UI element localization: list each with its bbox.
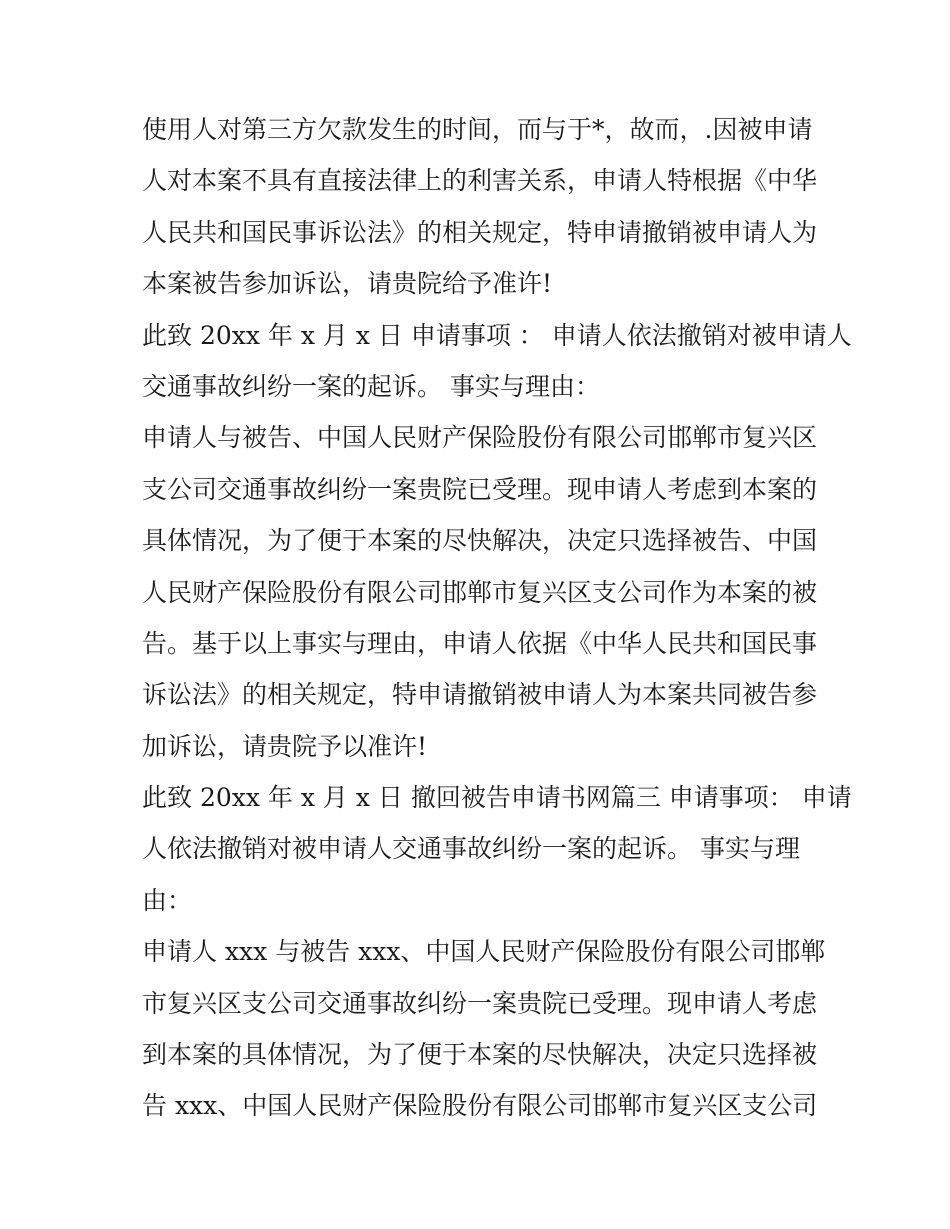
text-line: 具体情况，为了便于本案的尽快解决，决定只选择被告、中国 bbox=[142, 526, 818, 556]
text-line: 告 xxx、中国人民财产保险股份有限公司邯郸市复兴区支公司 bbox=[142, 1091, 818, 1121]
text-line: 使用人对第三方欠款发生的时间，而与于*，故而，.因被申请 bbox=[142, 115, 813, 144]
text-line: 人民财产保险股份有限公司邯郸市复兴区支公司作为本案的被 bbox=[142, 577, 818, 607]
text-line: 申请人与被告、中国人民财产保险股份有限公司邯郸市复兴区 bbox=[142, 423, 818, 453]
text-line: 加诉讼，请贵院予以准许! bbox=[142, 731, 428, 761]
text-line: 到本案的具体情况，为了便于本案的尽快解决，决定只选择被 bbox=[142, 1040, 818, 1070]
text-line: 此致 20xx 年 x 月 x 日 撤回被告申请书网篇三 申请事项： 申请 bbox=[142, 783, 852, 813]
text-line: 告。基于以上事实与理由，申请人依据《中华人民共和国民事 bbox=[142, 628, 818, 658]
text-line: 市复兴区支公司交通事故纠纷一案贵院已受理。现申请人考虑 bbox=[142, 988, 818, 1018]
text-line: 申请人 xxx 与被告 xxx、中国人民财产保险股份有限公司邯郸 bbox=[142, 937, 826, 967]
text-line: 支公司交通事故纠纷一案贵院已受理。现申请人考虑到本案的 bbox=[142, 474, 818, 504]
text-line: 诉讼法》的相关规定，特申请撤销被申请人为本案共同被告参 bbox=[142, 680, 818, 710]
text-line: 交通事故纠纷一案的起诉。 事实与理由： bbox=[142, 371, 600, 401]
document-body bbox=[142, 104, 852, 1132]
text-line: 人对本案不具有直接法律上的利害关系，申请人特根据《中华 bbox=[142, 166, 818, 196]
text-line: 人依法撤销对被申请人交通事故纠纷一案的起诉。 事实与理 bbox=[142, 834, 800, 864]
text-line: 此致 20xx 年 x 月 x 日 申请事项 ： 申请人依法撤销对被申请人 bbox=[142, 320, 852, 350]
text-line: 人民共和国民事诉讼法》的相关规定，特申请撤销被申请人为 bbox=[142, 217, 818, 247]
text-line: 由： bbox=[142, 885, 193, 915]
text-line: 本案被告参加诉讼，请贵院给予准许! bbox=[142, 269, 553, 299]
